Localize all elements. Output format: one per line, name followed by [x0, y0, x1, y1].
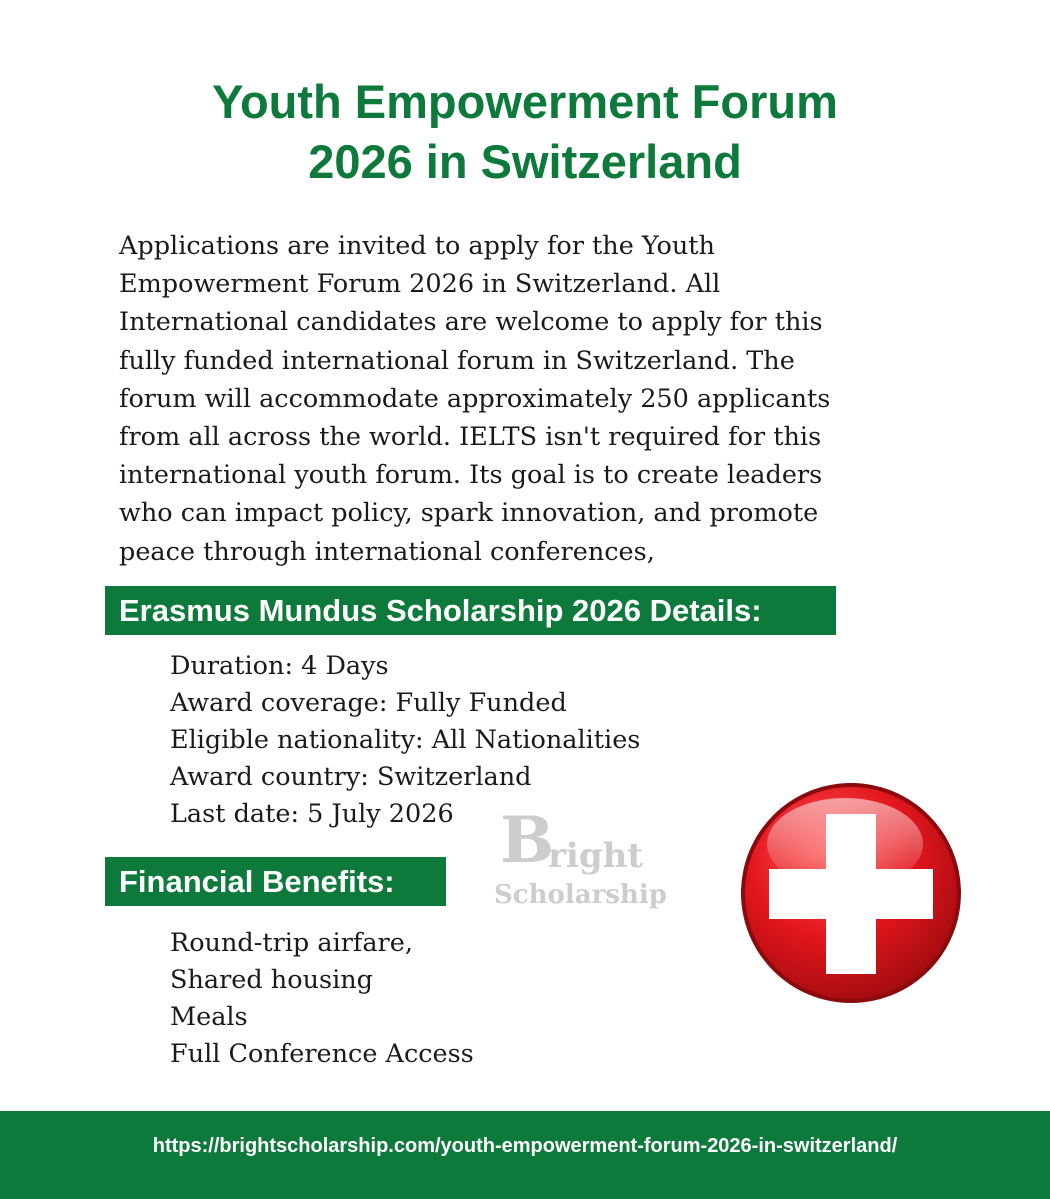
intro-line: forum will accommodate approximately 250 applicants: [119, 383, 831, 414]
details-heading: Erasmus Mundus Scholarship 2026 Details:: [105, 586, 836, 635]
intro-line: International candidates are welcome to apply for this: [119, 307, 823, 338]
benefit-meals: Meals: [170, 1002, 248, 1032]
benefits-list: [170, 925, 474, 1073]
benefit-conference-access: Full Conference Access: [170, 1039, 474, 1069]
page-title: [0, 72, 1050, 192]
intro-paragraph: [119, 227, 919, 571]
intro-line: Applications are invited to apply for the Youth: [119, 231, 715, 261]
benefits-heading: Financial Benefits:: [105, 857, 446, 906]
swiss-flag-icon: [740, 782, 962, 1004]
title-line-2: 2026 in Switzerland: [308, 135, 742, 188]
watermark-line2: Scholarship: [494, 880, 667, 910]
watermark-word: right: [548, 836, 644, 876]
intro-line: peace through international conferences,: [119, 536, 655, 567]
detail-award-country: Award country: Switzerland: [170, 762, 532, 792]
detail-award-coverage: Award coverage: Fully Funded: [170, 688, 567, 718]
watermark-initial: B: [500, 803, 555, 878]
bright-scholarship-watermark: [492, 803, 672, 916]
intro-line: international youth forum. Its goal is to create leaders: [119, 460, 823, 491]
intro-line: who can impact policy, spark innovation, and promote: [119, 498, 819, 529]
title-line-1: Youth Empowerment Forum: [212, 75, 838, 128]
intro-line: fully funded international forum in Switzerland. The: [119, 345, 795, 376]
detail-eligible-nationality: Eligible nationality: All Nationalities: [170, 725, 641, 755]
intro-line: Empowerment Forum 2026 in Switzerland. All: [119, 269, 721, 300]
source-link[interactable]: https://brightscholarship.com/youth-empowerment-forum-2026-in-switzerland/: [152, 1135, 898, 1157]
footer-bar: [0, 1111, 1050, 1199]
detail-duration: Duration: 4 Days: [170, 651, 389, 681]
benefit-housing: Shared housing: [170, 965, 373, 995]
benefit-airfare: Round-trip airfare,: [170, 928, 413, 958]
detail-last-date: Last date: 5 July 2026: [170, 799, 454, 829]
intro-line: from all across the world. IELTS isn't required for this: [119, 422, 822, 453]
